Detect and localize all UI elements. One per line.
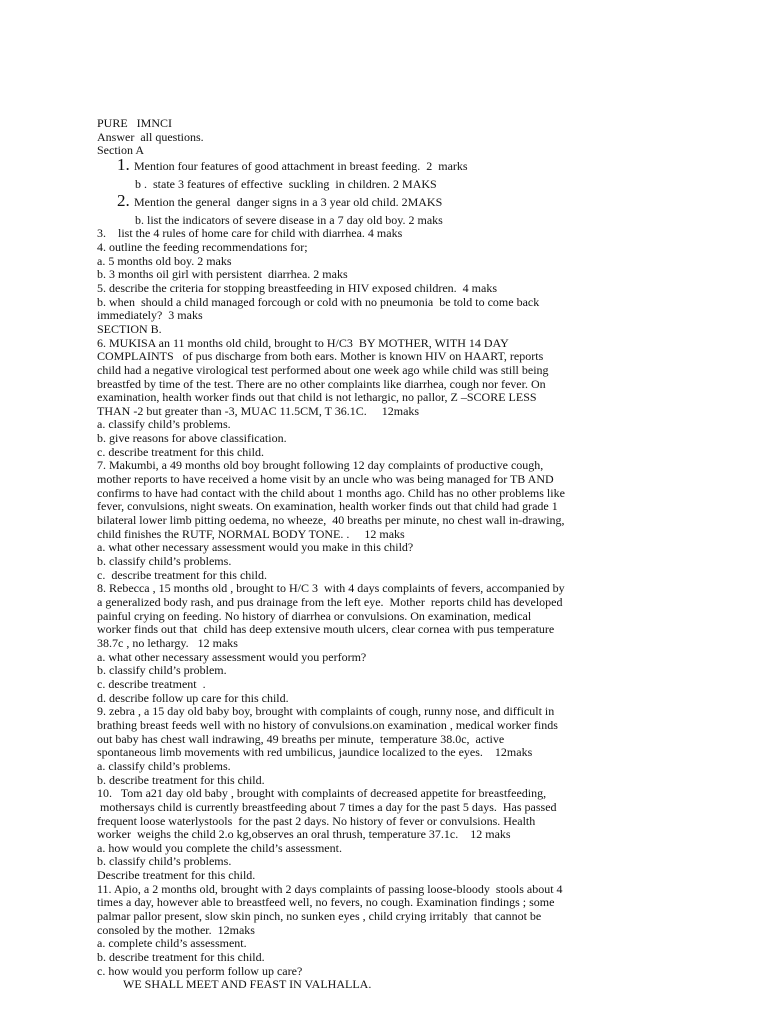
section-b-line: 9. zebra , a 15 day old baby boy, brought with complaints of cough, runny nose, and difficult in xyxy=(97,704,555,719)
section-b-line: fever, convulsions, night sweats. On examination, health worker finds out that child had grade 1 xyxy=(97,499,558,514)
section-b-line: painful crying on feeding. No history of diarrhea or convulsions. On examination, medical xyxy=(97,608,532,623)
question-1 xyxy=(97,154,697,178)
section-b-line: 38.7c , no lethargy. 12 maks xyxy=(97,635,238,650)
document-page xyxy=(97,117,697,992)
section-b-line: b. describe treatment for this child. xyxy=(97,950,265,965)
document-title: PURE IMNCI xyxy=(97,116,173,130)
question-5b-text-line-1: b. when should a child managed forcough or cold with no pneumonia be told to come back xyxy=(97,294,540,309)
closing-line: WE SHALL MEET AND FEAST IN VALHALLA. xyxy=(123,977,372,992)
section-b-line: b. classify child’s problems. xyxy=(97,854,232,869)
section-b-line: out baby has chest wall indrawing, 49 breaths per minute, temperature 38.0c, active xyxy=(97,731,505,746)
section-b-line: breastfed by time of the test. There are no other complaints like diarrhea, cough nor fever. On xyxy=(97,376,546,391)
section-b-line: THAN -2 but greater than -3, MUAC 11.5CM, T 36.1C. 12maks xyxy=(97,403,420,418)
section-b-line: frequent loose waterlystools for the past 2 days. No history of fever or convulsions. Health xyxy=(97,813,536,828)
section-b-line: consoled by the mother. 12maks xyxy=(97,922,255,937)
question-2a-text: Mention the general danger signs in a 3 year old child. 2MAKS xyxy=(134,194,443,209)
section-b-line: times a day, however able to breastfeed well, no fevers, no cough. Examination findings ; some xyxy=(97,895,555,910)
section-b-line: b. give reasons for above classification. xyxy=(97,431,287,446)
instruction-text: Answer all questions. xyxy=(97,129,204,144)
section-b-line: palmar pallor present, slow skin pinch, no sunken eyes , child crying irritably that cannot be xyxy=(97,909,542,924)
section-b-line: b. classify child’s problems. xyxy=(97,554,232,569)
section-b-line: b. describe treatment for this child. xyxy=(97,772,265,787)
question-2-number: 2. xyxy=(117,190,130,210)
section-b-line: c. describe treatment for this child. xyxy=(97,567,267,582)
section-b-line: b. classify child’s problem. xyxy=(97,663,227,678)
section-b-line: a. complete child’s assessment. xyxy=(97,936,247,951)
question-5-text: 5. describe the criteria for stopping breastfeeding in HIV exposed children. 4 maks xyxy=(97,280,497,295)
question-1b-text: b . state 3 features of effective suckling in children. 2 MAKS xyxy=(135,176,437,191)
section-b-line: 8. Rebecca , 15 months old , brought to H/C 3 with 4 days complaints of fevers, accompanied by xyxy=(97,581,565,596)
section-b-line: c. how would you perform follow up care? xyxy=(97,963,303,978)
section-a-heading: Section A xyxy=(97,143,144,158)
section-b-line: worker finds out that child has deep extensive mouth ulcers, clear cornea with pus temperature xyxy=(97,622,555,637)
section-b-line: worker weighs the child 2.o kg,observes an oral thrush, temperature 37.1c. 12 maks xyxy=(97,827,511,842)
section-b-heading: SECTION B. xyxy=(97,321,162,336)
section-b-line: 10. Tom a21 day old baby , brought with complaints of decreased appetite for breastfeeding, xyxy=(97,786,547,801)
section-b-line: a. what other necessary assessment would you make in this child? xyxy=(97,540,414,555)
section-b-line: child finishes the RUTF, NORMAL BODY TONE. . 12 maks xyxy=(97,526,405,541)
section-b-line: Describe treatment for this child. xyxy=(97,868,256,883)
section-b-line: a. what other necessary assessment would you perform? xyxy=(97,649,367,664)
section-b-line: a. how would you complete the child’s assessment. xyxy=(97,840,342,855)
question-1-number: 1. xyxy=(117,154,130,174)
section-b-line: bilateral lower limb pitting oedema, no wheeze, 40 breaths per minute, no chest wall in-drawing, xyxy=(97,513,565,528)
question-2b-text: b. list the indicators of severe disease in a 7 day old boy. 2 maks xyxy=(135,212,443,227)
question-5b-text-line-2: immediately? 3 maks xyxy=(97,308,203,323)
question-4b-text: b. 3 months oil girl with persistent diarrhea. 2 maks xyxy=(97,267,348,282)
section-b-line: d. describe follow up care for this child. xyxy=(97,690,289,705)
question-4a-text: a. 5 months old boy. 2 maks xyxy=(97,253,232,268)
question-4-text: 4. outline the feeding recommendations for; xyxy=(97,239,308,254)
section-b-body xyxy=(97,337,697,979)
section-b-line: confirms to have had contact with the child about 1 months ago. Child has no other problems like xyxy=(97,485,565,500)
section-b-line: COMPLAINTS of pus discharge from both ears. Mother is known HIV on HAART, reports xyxy=(97,349,544,364)
section-b-line: brathing breast feeds well with no history of convulsions.on examination , medical worker finds xyxy=(97,717,558,732)
question-2 xyxy=(97,190,697,214)
section-b-line: a. classify child’s problems. xyxy=(97,417,231,432)
section-b-line: 11. Apio, a 2 months old, brought with 2 days complaints of passing loose-bloody stools about 4 xyxy=(97,881,563,896)
section-b-line: a. classify child’s problems. xyxy=(97,758,231,773)
section-b-line: child had a negative virological test performed about one week ago while child was still being xyxy=(97,362,549,377)
question-1a-text: Mention four features of good attachment in breast feeding. 2 marks xyxy=(134,158,468,173)
question-3-text: 3. list the 4 rules of home care for child with diarrhea. 4 maks xyxy=(97,226,403,241)
section-b-line: 7. Makumbi, a 49 months old boy brought following 12 day complaints of productive cough, xyxy=(97,458,544,473)
section-b-line: examination, health worker finds out that child is not lethargic, no pallor, Z –SCORE LESS xyxy=(97,390,537,405)
section-b-line: 6. MUKISA an 11 months old child, brought to H/C3 BY MOTHER, WITH 14 DAY xyxy=(97,335,509,350)
section-b-line: a generalized body rash, and pus drainage from the left eye. Mother reports child has developed xyxy=(97,595,563,609)
section-b-line: mother reports to have received a home visit by an uncle who was being managed for TB AND xyxy=(97,472,554,487)
section-b-line: spontaneous limb movements with red umbilicus, jaundice localized to the eyes. 12maks xyxy=(97,745,533,760)
section-b-line: c. describe treatment . xyxy=(97,676,206,691)
section-b-line: mothersays child is currently breastfeeding about 7 times a day for the past 5 days. Has passed xyxy=(97,799,557,814)
section-b-line: c. describe treatment for this child. xyxy=(97,444,264,459)
